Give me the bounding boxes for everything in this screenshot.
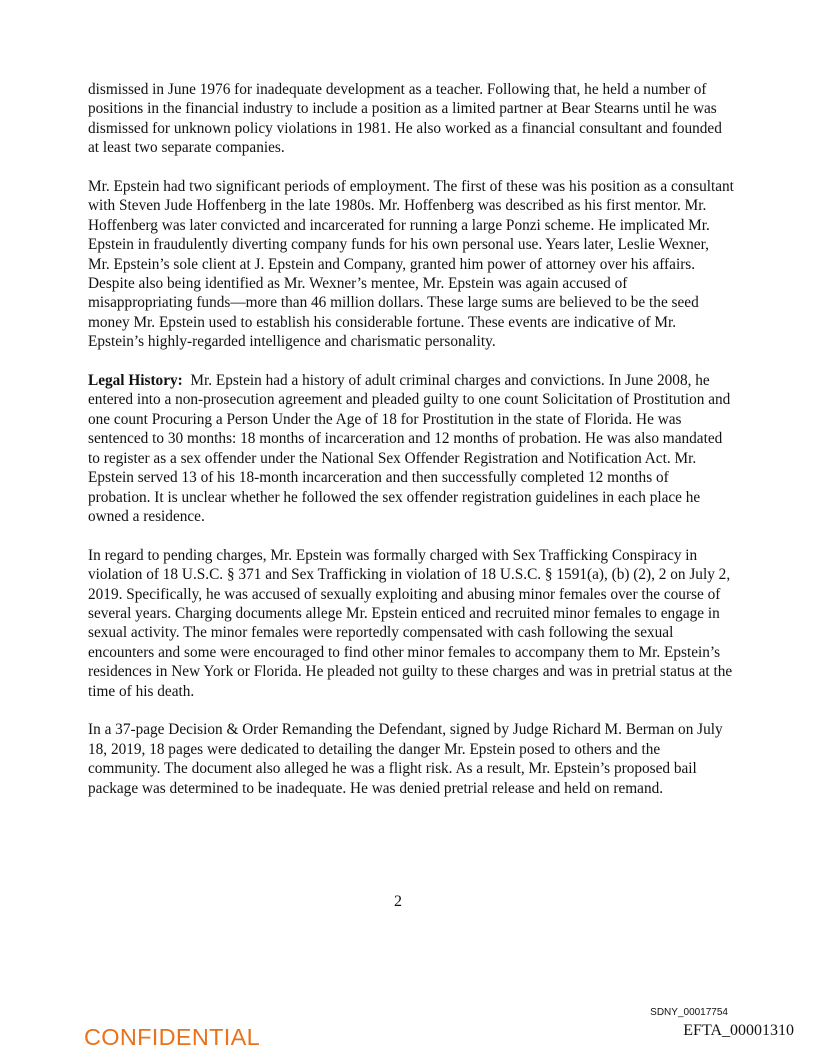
paragraph-pending-charges: In regard to pending charges, Mr. Epstein was formally charged with Sex Trafficking Conspiracy in violation of 18 U.S.C. § 371 and Sex Trafficking in violation of 18 U.S.C. § 1591(a), (b) (2), 2 on July 2, 2019. Specifically, he was accused of sexually exploiting and abusing minor females over the course of several years. Charging documents allege Mr. Epstein enticed and recruited minor females to engage in sexual activity. The minor females were reportedly compensated with cash following the sexual encounters and some were encouraged to find other minor females to accompany them to Mr. Epstein’s residences in New York or Florida. He pleaded not guilty to these charges and was in pretrial status at the time of his death. <box>88 546 733 700</box>
confidential-stamp: CONFIDENTIAL <box>84 1024 260 1050</box>
legal-history-text: Mr. Epstein had a history of adult criminal charges and convictions. In June 2008, he entered into a non-prosecution agreement and pleaded guilty to one count Solicitation of Prostitution and one count Procuring a Person Under the Age of 18 for Prostitution in the state of Florida. He was sentenced to 30 months: 18 months of incarceration and 12 months of probation. He was also mandated to register as a sex offender under the National Sex Offender Registration and Notification Act. Mr. Epstein served 13 of his 18-month incarceration and then successfully completed 12 months of probation. It is unclear whether he followed the sex offender registration guidelines in each place he owned a residence. <box>88 372 731 525</box>
legal-history-heading: Legal History: <box>88 372 183 390</box>
bates-number-efta: EFTA_00001310 <box>683 1022 794 1039</box>
paragraph-significant-employment: Mr. Epstein had two significant periods of employment. The first of these was his position as a consultant with Steven Jude Hoffenberg in the late 1980s. Mr. Hoffenberg was described as his first mentor. Mr. Hoffenberg was later convicted and incarcerated for running a large Ponzi scheme. He implicated Mr. Epstein in fraudulently diverting company funds for his own personal use. Years later, Leslie Wexner, Mr. Epstein’s sole client at J. Epstein and Company, granted him power of attorney over his affairs. Despite also being identified as Mr. Wexner’s mentee, Mr. Epstein was again accused of misappropriating funds—more than 46 million dollars. These large sums are believed to be the seed money Mr. Epstein used to establish his considerable fortune. These events are indicative of Mr. Epstein’s highly-regarded intelligence and charismatic personality. <box>88 178 734 351</box>
bates-number-sdny: SDNY_00017754 <box>650 1007 728 1018</box>
page-number: 2 <box>394 893 402 910</box>
paragraph-legal-history <box>88 371 734 526</box>
paragraph-decision-order: In a 37-page Decision & Order Remanding the Defendant, signed by Judge Richard M. Berman on July 18, 2019, 18 pages were dedicated to detailing the danger Mr. Epstein posed to others and the community. The document also alleged he was a flight risk. As a result, Mr. Epstein’s proposed bail package was determined to be inadequate. He was denied pretrial release and held on remand. <box>88 721 723 797</box>
document-body <box>88 80 734 817</box>
paragraph-employment-history: dismissed in June 1976 for inadequate development as a teacher. Following that, he held a number of positions in the financial industry to include a position as a limited partner at Bear Stearns until he was dismissed for unknown policy violations in 1981. He also worked as a financial consultant and founded at least two separate companies. <box>88 81 722 157</box>
